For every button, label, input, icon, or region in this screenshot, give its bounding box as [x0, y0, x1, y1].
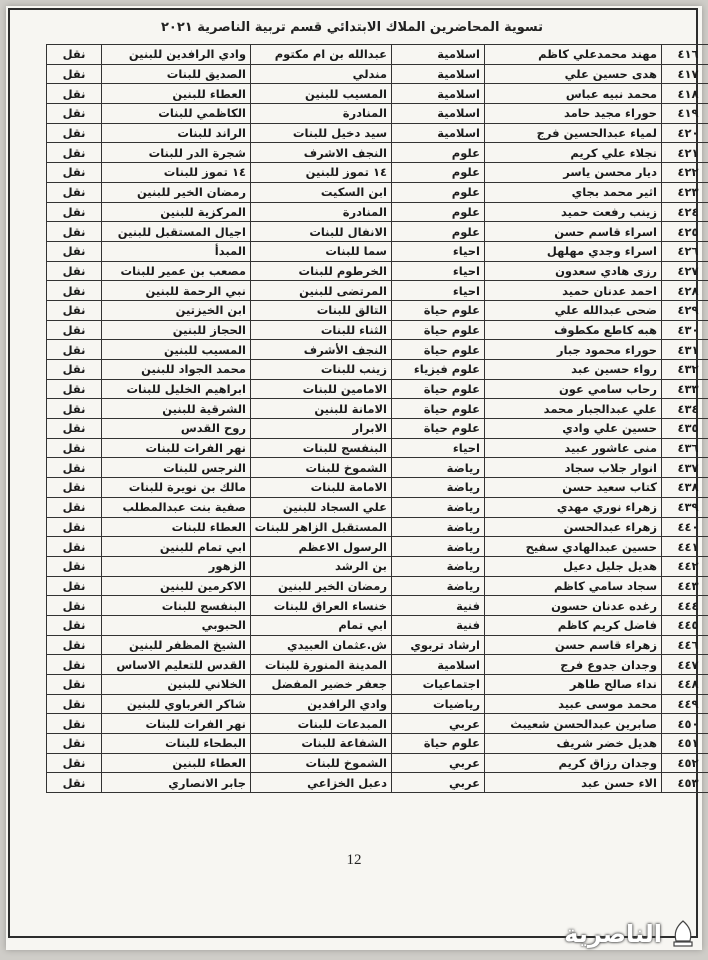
table-row — [47, 458, 708, 478]
from-school: الشموخ للبنات — [251, 753, 392, 773]
row-number: ٤٢٣ — [662, 182, 708, 202]
specialization: علوم — [392, 182, 485, 202]
row-number: ٤٤٤ — [662, 596, 708, 616]
to-school: الشرقية للبنين — [102, 399, 251, 419]
teacher-name: رحاب سامي عون — [485, 379, 662, 399]
from-school: المرتضى للبنين — [251, 281, 392, 301]
specialization: عربي — [392, 753, 485, 773]
from-school: ابن السكيت — [251, 182, 392, 202]
table-row — [47, 104, 708, 124]
table-body — [47, 45, 708, 793]
transfer-type: نقل — [47, 497, 102, 517]
transfer-type: نقل — [47, 773, 102, 793]
specialization: علوم — [392, 222, 485, 242]
from-school: الشفاعة للبنات — [251, 734, 392, 754]
to-school: العطاء للبنين — [102, 84, 251, 104]
to-school: الراند للبنات — [102, 123, 251, 143]
table-row — [47, 360, 708, 380]
teacher-name: رواء حسين عبد — [485, 360, 662, 380]
transfer-type: نقل — [47, 123, 102, 143]
from-school: النجف الاشرف — [251, 143, 392, 163]
table-row — [47, 694, 708, 714]
table-row — [47, 320, 708, 340]
to-school: جابر الانصاري — [102, 773, 251, 793]
row-number: ٤٢٠ — [662, 123, 708, 143]
specialization: علوم فيزياء — [392, 360, 485, 380]
table-row — [47, 478, 708, 498]
row-number: ٤٣٦ — [662, 438, 708, 458]
row-number: ٤٥٠ — [662, 714, 708, 734]
specialization: اسلامية — [392, 64, 485, 84]
row-number: ٤٢٤ — [662, 202, 708, 222]
specialization: احياء — [392, 438, 485, 458]
teacher-name: زهراء عبدالحسن — [485, 517, 662, 537]
to-school: الخلاني للبنين — [102, 675, 251, 695]
teacher-name: ضحى عبدالله علي — [485, 300, 662, 320]
table-row — [47, 596, 708, 616]
from-school: المدينة المنورة للبنات — [251, 655, 392, 675]
from-school: دعبل الخزاعي — [251, 773, 392, 793]
transfer-type: نقل — [47, 537, 102, 557]
specialization: رياضة — [392, 497, 485, 517]
from-school: الامامة للبنات — [251, 478, 392, 498]
transfer-type: نقل — [47, 64, 102, 84]
table-row — [47, 84, 708, 104]
teacher-name: حوراء محمود جبار — [485, 340, 662, 360]
row-number: ٤٥٣ — [662, 773, 708, 793]
teacher-name: انوار جلاب سجاد — [485, 458, 662, 478]
from-school: وادي الرافدين — [251, 694, 392, 714]
transfer-type: نقل — [47, 281, 102, 301]
row-number: ٤٣٠ — [662, 320, 708, 340]
row-number: ٤٤٠ — [662, 517, 708, 537]
transfer-type: نقل — [47, 615, 102, 635]
from-school: المنادرة — [251, 202, 392, 222]
teacher-name: حوراء مجيد حامد — [485, 104, 662, 124]
table-row — [47, 202, 708, 222]
specialization: ارشاد تربوي — [392, 635, 485, 655]
transfer-type: نقل — [47, 517, 102, 537]
teacher-name: نداء صالح طاهر — [485, 675, 662, 695]
transfer-type: نقل — [47, 478, 102, 498]
from-school: جعفر خضير المفضل — [251, 675, 392, 695]
row-number: ٤٤٦ — [662, 635, 708, 655]
from-school: رمضان الخير للبنين — [251, 576, 392, 596]
transfer-type: نقل — [47, 734, 102, 754]
specialization: فنية — [392, 615, 485, 635]
to-school: الزهور — [102, 556, 251, 576]
transfer-type: نقل — [47, 300, 102, 320]
transfer-type: نقل — [47, 241, 102, 261]
to-school: البطحاء للبنات — [102, 734, 251, 754]
document-title: تسوية المحاضرين الملاك الابتدائي قسم تربية الناصرية ٢٠٢١ — [160, 20, 544, 35]
row-number: ٤١٨ — [662, 84, 708, 104]
table-row — [47, 399, 708, 419]
row-number: ٤٢٨ — [662, 281, 708, 301]
teacher-name: هبه كاطع مكطوف — [485, 320, 662, 340]
transfer-type: نقل — [47, 360, 102, 380]
to-school: ابراهيم الخليل للبنات — [102, 379, 251, 399]
to-school: ابن الخيزتين — [102, 300, 251, 320]
row-number: ٤٤٩ — [662, 694, 708, 714]
to-school: صفية بنت عبدالمطلب — [102, 497, 251, 517]
specialization: رياضيات — [392, 694, 485, 714]
transfer-type: نقل — [47, 556, 102, 576]
transfer-type: نقل — [47, 596, 102, 616]
to-school: البنفسج للبنات — [102, 596, 251, 616]
specialization: اجتماعيات — [392, 675, 485, 695]
to-school: المسيب للبنين — [102, 340, 251, 360]
to-school: نهر الفرات للبنات — [102, 714, 251, 734]
transfer-type: نقل — [47, 399, 102, 419]
teacher-name: كتاب سعيد حسن — [485, 478, 662, 498]
teacher-name: اسراء وجدي مهلهل — [485, 241, 662, 261]
to-school: الصديق للبنات — [102, 64, 251, 84]
transfer-type: نقل — [47, 694, 102, 714]
table-row — [47, 753, 708, 773]
specialization: علوم — [392, 143, 485, 163]
logo-icon — [668, 919, 698, 949]
teacher-name: محمد موسى عبيد — [485, 694, 662, 714]
teacher-name: رغده عدنان حسون — [485, 596, 662, 616]
specialization: احياء — [392, 261, 485, 281]
specialization: اسلامية — [392, 104, 485, 124]
specialization: علوم حياة — [392, 340, 485, 360]
to-school: نبي الرحمة للبنين — [102, 281, 251, 301]
from-school: عبدالله بن ام مكتوم — [251, 45, 392, 65]
transfer-table — [46, 44, 708, 793]
from-school: التالق للبنات — [251, 300, 392, 320]
from-school: ١٤ تموز للبنين — [251, 163, 392, 183]
transfer-type: نقل — [47, 458, 102, 478]
from-school: علي السجاد للبنين — [251, 497, 392, 517]
transfer-type: نقل — [47, 655, 102, 675]
to-school: شجرة الدر للبنات — [102, 143, 251, 163]
table-row — [47, 45, 708, 65]
transfer-type: نقل — [47, 84, 102, 104]
transfer-type: نقل — [47, 379, 102, 399]
row-number: ٤٢٥ — [662, 222, 708, 242]
specialization: اسلامية — [392, 45, 485, 65]
transfer-type: نقل — [47, 182, 102, 202]
from-school: المنادرة — [251, 104, 392, 124]
row-number: ٤٣١ — [662, 340, 708, 360]
transfer-type: نقل — [47, 714, 102, 734]
transfer-type: نقل — [47, 438, 102, 458]
transfer-type: نقل — [47, 163, 102, 183]
to-school: ١٤ تموز للبنات — [102, 163, 251, 183]
row-number: ٤٢٧ — [662, 261, 708, 281]
teacher-name: لمياء عبدالحسين فرج — [485, 123, 662, 143]
from-school: المبدعات للبنات — [251, 714, 392, 734]
specialization: عربي — [392, 773, 485, 793]
to-school: وادي الرافدين للبنين — [102, 45, 251, 65]
transfer-type: نقل — [47, 340, 102, 360]
from-school: البنفسج للبنات — [251, 438, 392, 458]
teacher-name: ديار محسن ياسر — [485, 163, 662, 183]
teacher-name: زينب رفعت حميد — [485, 202, 662, 222]
row-number: ٤٣٤ — [662, 399, 708, 419]
row-number: ٤٤٧ — [662, 655, 708, 675]
to-school: محمد الجواد للبنين — [102, 360, 251, 380]
table-row — [47, 635, 708, 655]
row-number: ٤٣٩ — [662, 497, 708, 517]
table-row — [47, 143, 708, 163]
row-number: ٤١٧ — [662, 64, 708, 84]
specialization: علوم حياة — [392, 734, 485, 754]
transfer-type: نقل — [47, 45, 102, 65]
specialization: اسلامية — [392, 123, 485, 143]
from-school: النجف الأشرف — [251, 340, 392, 360]
row-number: ٤٤٣ — [662, 576, 708, 596]
teacher-name: علي عبدالجبار محمد — [485, 399, 662, 419]
from-school: الابرار — [251, 419, 392, 439]
to-school: نهر الفرات للبنات — [102, 438, 251, 458]
table-row — [47, 222, 708, 242]
row-number: ٤٢١ — [662, 143, 708, 163]
table-row — [47, 517, 708, 537]
transfer-type: نقل — [47, 143, 102, 163]
teacher-name: وجدان رزاق كريم — [485, 753, 662, 773]
teacher-name: نجلاء علي كريم — [485, 143, 662, 163]
from-school: الخرطوم للبنات — [251, 261, 392, 281]
transfer-type: نقل — [47, 675, 102, 695]
row-number: ٤٢٩ — [662, 300, 708, 320]
from-school: سيد دخيل للبنات — [251, 123, 392, 143]
to-school: المبدأ — [102, 241, 251, 261]
to-school: الشيخ المظفر للبنين — [102, 635, 251, 655]
specialization: رياضة — [392, 458, 485, 478]
transfer-type: نقل — [47, 753, 102, 773]
row-number: ٤٤٨ — [662, 675, 708, 695]
to-school: المركزية للبنين — [102, 202, 251, 222]
teacher-name: زهراء نوري مهدي — [485, 497, 662, 517]
specialization: رياضة — [392, 576, 485, 596]
table-row — [47, 182, 708, 202]
specialization: علوم — [392, 163, 485, 183]
to-school: مصعب بن عمير للبنات — [102, 261, 251, 281]
table-row — [47, 537, 708, 557]
transfer-type: نقل — [47, 222, 102, 242]
specialization: رياضة — [392, 517, 485, 537]
row-number: ٤٣٧ — [662, 458, 708, 478]
to-school: مالك بن نويرة للبنات — [102, 478, 251, 498]
document-page — [6, 6, 702, 950]
table-row — [47, 281, 708, 301]
row-number: ٤٣٢ — [662, 360, 708, 380]
table-row — [47, 497, 708, 517]
row-number: ٤٢٦ — [662, 241, 708, 261]
from-school: مندلي — [251, 64, 392, 84]
page-number: 12 — [346, 852, 362, 868]
teacher-name: فاضل كريم كاظم — [485, 615, 662, 635]
from-school: المسيب للبنين — [251, 84, 392, 104]
specialization: رياضة — [392, 556, 485, 576]
specialization: احياء — [392, 281, 485, 301]
table-row — [47, 714, 708, 734]
to-school: الكاظمي للبنات — [102, 104, 251, 124]
teacher-name: منى عاشور عبيد — [485, 438, 662, 458]
transfer-type: نقل — [47, 419, 102, 439]
to-school: الحجاز للبنين — [102, 320, 251, 340]
table-row — [47, 379, 708, 399]
row-number: ٤٤١ — [662, 537, 708, 557]
from-school: ش.عثمان العبيدي — [251, 635, 392, 655]
specialization: علوم حياة — [392, 379, 485, 399]
specialization: علوم حياة — [392, 300, 485, 320]
table-row — [47, 300, 708, 320]
transfer-type: نقل — [47, 104, 102, 124]
row-number: ٤٤٥ — [662, 615, 708, 635]
from-school: المستقبل الزاهر للبنات — [251, 517, 392, 537]
row-number: ٤٥١ — [662, 734, 708, 754]
row-number: ٤٤٢ — [662, 556, 708, 576]
teacher-name: هديل جليل دعيل — [485, 556, 662, 576]
from-school: الامانة للبنين — [251, 399, 392, 419]
teacher-name: الاء حسن عبد — [485, 773, 662, 793]
specialization: عربي — [392, 714, 485, 734]
to-school: شاكر الغرباوي للبنين — [102, 694, 251, 714]
to-school: القدس للتعليم الاساس — [102, 655, 251, 675]
transfer-type: نقل — [47, 202, 102, 222]
teacher-name: اسراء قاسم حسن — [485, 222, 662, 242]
from-school: الرسول الاعظم — [251, 537, 392, 557]
teacher-name: اثير محمد بجاي — [485, 182, 662, 202]
teacher-name: زهراء قاسم حسن — [485, 635, 662, 655]
teacher-name: احمد عدنان حميد — [485, 281, 662, 301]
table-row — [47, 438, 708, 458]
row-number: ٤٣٥ — [662, 419, 708, 439]
row-number: ٤٢٢ — [662, 163, 708, 183]
teacher-name: رزى هادي سعدون — [485, 261, 662, 281]
specialization: علوم — [392, 202, 485, 222]
teacher-name: حسين علي وادي — [485, 419, 662, 439]
specialization: علوم حياة — [392, 399, 485, 419]
from-school: زينب للبنات — [251, 360, 392, 380]
from-school: ابي تمام — [251, 615, 392, 635]
specialization: رياضة — [392, 478, 485, 498]
to-school: العطاء للبنين — [102, 753, 251, 773]
from-school: الانفال للبنات — [251, 222, 392, 242]
specialization: احياء — [392, 241, 485, 261]
teacher-name: مهند محمدعلي كاظم — [485, 45, 662, 65]
transfer-type: نقل — [47, 320, 102, 340]
table-row — [47, 163, 708, 183]
from-school: سما للبنات — [251, 241, 392, 261]
specialization: اسلامية — [392, 655, 485, 675]
from-school: خنساء العراق للبنات — [251, 596, 392, 616]
from-school: بن الرشد — [251, 556, 392, 576]
to-school: النرجس للبنات — [102, 458, 251, 478]
to-school: ابي تمام للبنين — [102, 537, 251, 557]
row-number: ٤١٩ — [662, 104, 708, 124]
teacher-name: هدى حسين علي — [485, 64, 662, 84]
to-school: العطاء للبنات — [102, 517, 251, 537]
to-school: الحبوبي — [102, 615, 251, 635]
table-row — [47, 655, 708, 675]
teacher-name: وجدان جدوع فرج — [485, 655, 662, 675]
transfer-type: نقل — [47, 576, 102, 596]
specialization: علوم حياة — [392, 419, 485, 439]
table-row — [47, 576, 708, 596]
table-row — [47, 123, 708, 143]
specialization: علوم حياة — [392, 320, 485, 340]
teacher-name: هديل خضر شريف — [485, 734, 662, 754]
from-school: الشموخ للبنات — [251, 458, 392, 478]
table-row — [47, 556, 708, 576]
row-number: ٤٣٣ — [662, 379, 708, 399]
row-number: ٤١٦ — [662, 45, 708, 65]
to-school: رمضان الخير للبنين — [102, 182, 251, 202]
specialization: رياضة — [392, 537, 485, 557]
transfer-type: نقل — [47, 635, 102, 655]
watermark — [564, 916, 698, 952]
row-number: ٤٥٢ — [662, 753, 708, 773]
table-row — [47, 419, 708, 439]
table-row — [47, 241, 708, 261]
table-row — [47, 64, 708, 84]
from-school: الثناء للبنات — [251, 320, 392, 340]
to-school: روح القدس — [102, 419, 251, 439]
teacher-name: سجاد سامي كاظم — [485, 576, 662, 596]
table-row — [47, 340, 708, 360]
teacher-name: حسين عبدالهادي سفيح — [485, 537, 662, 557]
transfer-type: نقل — [47, 261, 102, 281]
from-school: الامامين للبنات — [251, 379, 392, 399]
table-row — [47, 261, 708, 281]
teacher-name: محمد نبيه عباس — [485, 84, 662, 104]
table-row — [47, 773, 708, 793]
to-school: اجيال المستقبل للبنين — [102, 222, 251, 242]
specialization: اسلامية — [392, 84, 485, 104]
watermark-text: الناصرية — [564, 920, 662, 948]
table-row — [47, 734, 708, 754]
to-school: الاكرمين للبنين — [102, 576, 251, 596]
table-row — [47, 675, 708, 695]
table-row — [47, 615, 708, 635]
specialization: فنية — [392, 596, 485, 616]
row-number: ٤٣٨ — [662, 478, 708, 498]
teacher-name: صابرين عبدالحسن شعيبث — [485, 714, 662, 734]
